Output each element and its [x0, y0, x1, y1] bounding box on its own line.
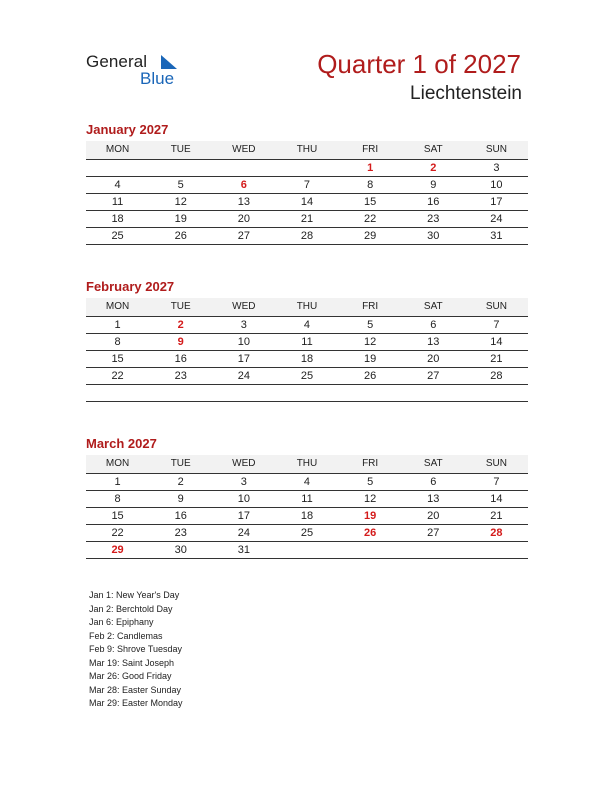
- week-row: [86, 334, 528, 351]
- day-cell: 15: [364, 196, 377, 208]
- weekday-label: TUE: [170, 458, 191, 469]
- day-cell: 2: [177, 476, 184, 488]
- day-cell: 26: [364, 370, 377, 382]
- day-cell: 24: [237, 370, 250, 382]
- day-cell: 7: [493, 476, 500, 488]
- week-row: [86, 194, 528, 211]
- day-cell: 25: [300, 370, 314, 382]
- weekday-label: SAT: [423, 301, 443, 312]
- weekday-header-row: [86, 455, 528, 474]
- empty-day-cell: [275, 385, 338, 401]
- weekday-label: TUE: [170, 301, 191, 312]
- day-cell: 13: [237, 196, 250, 208]
- holiday-item: Jan 1: New Year's Day: [89, 590, 180, 600]
- day-cell: 29: [111, 544, 124, 556]
- day-cell: 1: [367, 162, 374, 174]
- holiday-item: Feb 9: Shrove Tuesday: [89, 644, 183, 654]
- day-cell: 20: [427, 510, 440, 522]
- day-cell: 14: [490, 493, 503, 505]
- day-cell: 20: [237, 213, 250, 225]
- week-row: [86, 542, 528, 559]
- day-cell: 4: [303, 319, 311, 331]
- day-cell: 8: [114, 336, 121, 348]
- day-cell: 12: [174, 196, 187, 208]
- holiday-list: [89, 589, 183, 711]
- week-row: [86, 508, 528, 525]
- day-cell: 1: [114, 319, 121, 331]
- week-row: [86, 177, 528, 194]
- day-cell: 5: [177, 179, 184, 191]
- weekday-label: WED: [232, 301, 256, 312]
- week-row: [86, 160, 528, 177]
- weekday-label: SAT: [423, 458, 443, 469]
- week-row: [86, 385, 528, 402]
- weekday-label: MON: [105, 301, 130, 312]
- day-cell: 24: [237, 527, 250, 539]
- holiday-item: Feb 2: Candlemas: [89, 630, 163, 641]
- weekday-label: SUN: [485, 458, 507, 469]
- day-cell: 12: [364, 493, 377, 505]
- day-cell: 19: [364, 353, 377, 365]
- month-weeks: [86, 160, 528, 245]
- day-cell: 16: [427, 196, 440, 208]
- day-cell: 17: [237, 353, 250, 365]
- logo-triangle-icon: [160, 54, 178, 70]
- day-cell: 30: [174, 544, 187, 556]
- week-row: [86, 525, 528, 542]
- day-cell: 7: [303, 179, 311, 191]
- empty-day-cell: [465, 385, 528, 401]
- day-cell: 16: [174, 510, 187, 522]
- day-cell: 17: [237, 510, 250, 522]
- weekday-label: TUE: [170, 144, 191, 155]
- weekday-label: SUN: [485, 301, 507, 312]
- week-row: [86, 317, 528, 334]
- day-cell: 11: [301, 336, 313, 348]
- day-cell: 3: [240, 476, 247, 488]
- empty-day-cell: [149, 385, 212, 401]
- day-cell: 18: [300, 510, 314, 522]
- week-row: [86, 491, 528, 508]
- day-cell: 5: [367, 476, 374, 488]
- day-cell: 4: [303, 476, 311, 488]
- weekday-label: MON: [105, 458, 130, 469]
- day-cell: 26: [174, 230, 187, 242]
- country-name: Liechtenstein: [410, 83, 522, 104]
- empty-day-cell: [339, 542, 402, 558]
- holiday-item: Jan 2: Berchtold Day: [89, 603, 173, 614]
- weekday-label: THU: [296, 458, 318, 469]
- day-cell: 26: [364, 527, 377, 539]
- week-row: [86, 228, 528, 245]
- weekday-label: FRI: [362, 301, 379, 312]
- day-cell: 22: [111, 527, 124, 539]
- weekday-header-row: [86, 298, 528, 317]
- day-cell: 6: [240, 179, 247, 191]
- day-cell: 28: [300, 230, 314, 242]
- day-cell: 23: [427, 213, 440, 225]
- month-title: February 2027: [86, 279, 175, 294]
- logo-text-general: General: [86, 52, 148, 71]
- weekday-label: THU: [296, 144, 318, 155]
- weekday-label: THU: [296, 301, 318, 312]
- empty-day-cell: [402, 542, 465, 558]
- day-cell: 13: [427, 336, 440, 348]
- day-cell: 9: [177, 336, 184, 348]
- day-cell: 27: [427, 370, 440, 382]
- day-cell: 21: [490, 353, 503, 365]
- holiday-item: Jan 6: Epiphany: [89, 617, 154, 627]
- day-cell: 5: [367, 319, 374, 331]
- day-cell: 21: [300, 213, 314, 225]
- day-cell: 6: [430, 319, 437, 331]
- empty-day-cell: [212, 160, 275, 176]
- day-cell: 9: [177, 493, 184, 505]
- day-cell: 14: [490, 336, 503, 348]
- weekday-label: WED: [232, 144, 256, 155]
- logo-text-blue: Blue: [140, 69, 175, 88]
- day-cell: 31: [237, 544, 250, 556]
- day-cell: 3: [493, 162, 500, 174]
- day-cell: 19: [174, 213, 187, 225]
- empty-day-cell: [275, 160, 338, 176]
- day-cell: 2: [177, 319, 184, 331]
- day-cell: 9: [430, 179, 437, 191]
- month-january: [86, 121, 528, 245]
- day-cell: 20: [427, 353, 440, 365]
- weekday-label: WED: [232, 458, 256, 469]
- week-row: [86, 368, 528, 385]
- day-cell: 17: [490, 196, 503, 208]
- weekday-header-row: [86, 141, 528, 160]
- weekday-label: SUN: [485, 144, 507, 155]
- holiday-item: Mar 19: Saint Joseph: [89, 657, 175, 668]
- day-cell: 12: [364, 336, 377, 348]
- empty-day-cell: [275, 542, 338, 558]
- day-cell: 11: [301, 493, 313, 505]
- empty-day-cell: [339, 385, 402, 401]
- empty-day-cell: [149, 160, 212, 176]
- holiday-item: Mar 29: Easter Monday: [89, 698, 183, 708]
- day-cell: 27: [427, 527, 440, 539]
- month-weeks: [86, 317, 528, 402]
- week-row: [86, 211, 528, 228]
- quarter-title: Quarter 1 of 2027: [317, 49, 521, 79]
- empty-day-cell: [212, 385, 275, 401]
- day-cell: 8: [367, 179, 374, 191]
- day-cell: 15: [111, 510, 124, 522]
- day-cell: 31: [490, 230, 503, 242]
- day-cell: 28: [490, 527, 503, 539]
- day-cell: 10: [490, 179, 503, 191]
- day-cell: 8: [114, 493, 121, 505]
- empty-day-cell: [86, 385, 149, 401]
- empty-day-cell: [402, 385, 465, 401]
- day-cell: 4: [114, 179, 121, 191]
- day-cell: 13: [427, 493, 440, 505]
- day-cell: 10: [237, 493, 250, 505]
- day-cell: 30: [427, 230, 440, 242]
- day-cell: 22: [364, 213, 377, 225]
- weekday-label: MON: [105, 144, 130, 155]
- month-title: January 2027: [86, 122, 169, 137]
- day-cell: 16: [174, 353, 187, 365]
- empty-day-cell: [86, 160, 149, 176]
- day-cell: 21: [490, 510, 503, 522]
- day-cell: 25: [300, 527, 314, 539]
- month-weeks: [86, 474, 528, 559]
- week-row: [86, 474, 528, 491]
- month-title: March 2027: [86, 436, 157, 451]
- holiday-item: Mar 28: Easter Sunday: [89, 684, 182, 695]
- month-march: [86, 435, 528, 559]
- holiday-item: Mar 26: Good Friday: [89, 671, 172, 681]
- day-cell: 19: [364, 510, 377, 522]
- day-cell: 7: [493, 319, 500, 331]
- day-cell: 25: [111, 230, 124, 242]
- weekday-label: FRI: [362, 144, 379, 155]
- day-cell: 10: [237, 336, 250, 348]
- day-cell: 23: [174, 527, 187, 539]
- day-cell: 6: [430, 476, 437, 488]
- month-february: [86, 278, 528, 402]
- day-cell: 15: [111, 353, 124, 365]
- day-cell: 11: [111, 196, 124, 208]
- generalblue-logo: [86, 52, 196, 92]
- day-cell: 28: [490, 370, 503, 382]
- empty-day-cell: [465, 542, 528, 558]
- day-cell: 29: [364, 230, 377, 242]
- week-row: [86, 351, 528, 368]
- day-cell: 3: [240, 319, 247, 331]
- day-cell: 22: [111, 370, 124, 382]
- day-cell: 1: [114, 476, 121, 488]
- weekday-label: SAT: [423, 144, 443, 155]
- day-cell: 24: [490, 213, 503, 225]
- day-cell: 27: [237, 230, 250, 242]
- day-cell: 14: [300, 196, 314, 208]
- day-cell: 18: [111, 213, 124, 225]
- day-cell: 18: [300, 353, 314, 365]
- day-cell: 23: [174, 370, 187, 382]
- day-cell: 2: [430, 162, 437, 174]
- weekday-label: FRI: [362, 458, 379, 469]
